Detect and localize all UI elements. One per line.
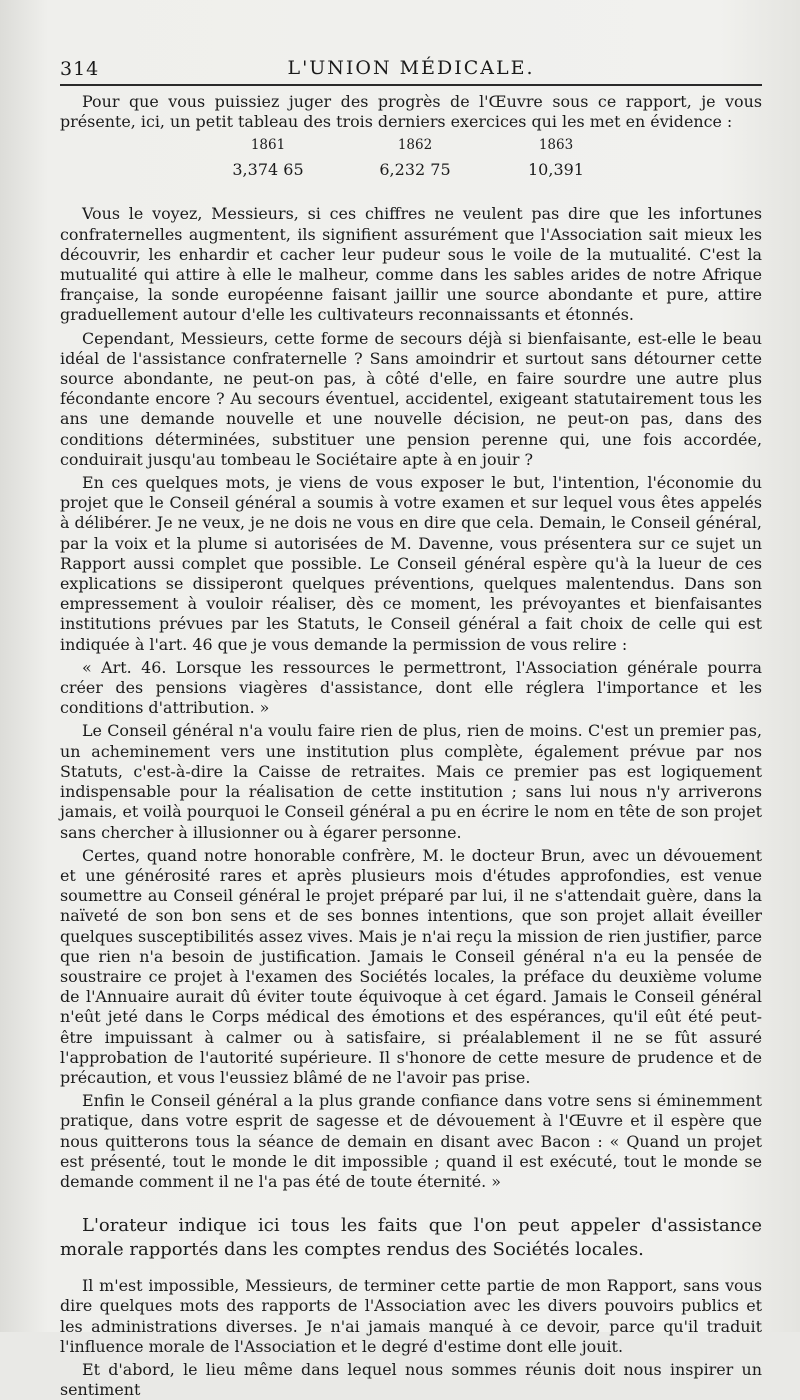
page-number: 314 bbox=[60, 58, 100, 80]
quoted-article: « Art. 46. Lorsque les ressources le permettront, l'Association générale pourra créer des pensions viagères d'assistance, dont elle réglera l'importance et les conditions d'attribution. » bbox=[60, 657, 762, 718]
stat-1861 bbox=[218, 136, 318, 184]
paragraph: Et d'abord, le lieu même dans lequel nous sommes réunis doit nous inspirer un sentiment bbox=[60, 1359, 762, 1400]
paragraph: Le Conseil général n'a voulu faire rien de plus, rien de moins. C'est un premier pas, un acheminement vers une institution plus complète, également prévue par nos Statuts, c'est-à-dire la Caisse de retraites. Mais ce premier pas est logiquement indispensable pour la réalisation de cette institution ; sans lui nous n'y arriverons jamais, et voilà pourquoi le Conseil général a pu en écrire le nom en tête de son projet sans chercher à illusionner ou à égarer personne. bbox=[60, 721, 762, 842]
paragraph: En ces quelques mots, je viens de vous exposer le but, l'intention, l'économie du projet que le Conseil général a soumis à votre examen et sur lequel vous êtes appelés à délibérer. Je ne veux, je ne dois ne vous en dire que cela. Demain, le Conseil général, par la voix et la plume si autorisées de M. Davenne, vous présentera sur ce sujet un Rapport aussi complet que possible. Le Conseil général espère qu'à la lueur de ces explications se dissiperont quelques préventions, quelques malentendus. Dans son empressement à vouloir réaliser, dès ce moment, les prévoyantes et bienfaisantes institutions prévues par les Statuts, le Conseil général a fait choix de celle qui est indiquée à l'art. 46 que je vous demande la permission de vous relire : bbox=[60, 473, 762, 654]
paragraph: Certes, quand notre honorable confrère, M. le docteur Brun, avec un dévouement et une générosité rares et après plusieurs mois d'études approfondies, est venue soumettre au Conseil général le projet préparé par lui, il ne s'attendait guère, dans la naïveté de son bon sens et de ses bonnes intentions, que son projet allait éveiller quelques susceptibilités assez vives. Mais je n'ai reçu la mission de rien justifier, parce que rien n'a besoin de justification. Jamais le Conseil général n'a eu la pensée de soustraire ce projet à l'examen des Sociétés locales, la préface du deuxième volume de l'Annuaire aurait dû éviter toute équivoque à cet égard. Jamais le Conseil général n'eût jeté dans le Corps médical des émotions et des espérances, qu'il eût été peut-être impuissant à calmer ou à satisfaire, si préalablement il ne se fût assuré l'approbation de l'autorité supérieure. Il s'honore de cette mesure de prudence et de précaution, et vous l'eussiez blâmé de ne l'avoir pas prise. bbox=[60, 845, 762, 1087]
stat-year: 1861 bbox=[250, 137, 286, 154]
paragraph: Enfin le Conseil général a la plus grande confiance dans votre sens si éminemment pratique, dans votre esprit de sagesse et de dévouement à l'Œuvre et il espère que nous quitterons tous la séance de demain en disant avec Bacon : « Quand un projet est présenté, tout le monde le dit impossible ; quand il est exécuté, tout le monde se demande comment il ne l'a pas été de toute éternité. » bbox=[60, 1091, 762, 1191]
body-text bbox=[60, 92, 762, 1400]
stat-value: 10,391 bbox=[528, 160, 584, 180]
stat-1863 bbox=[506, 136, 606, 184]
yearly-stats-table bbox=[60, 136, 762, 198]
stat-1862 bbox=[360, 136, 470, 184]
narration-note: L'orateur indique ici tous les faits que l'on peut appeler d'assistance morale rapportés dans les comptes rendus des Sociétés locales. bbox=[60, 1215, 762, 1261]
stat-value: 3,374 65 bbox=[232, 160, 304, 180]
stat-value: 6,232 75 bbox=[379, 160, 451, 180]
journal-title: L'UNION MÉDICALE. bbox=[287, 57, 535, 79]
running-head bbox=[60, 40, 762, 86]
paragraph: Cependant, Messieurs, cette forme de secours déjà si bienfaisante, est-elle le beau idéal de l'assistance confraternelle ? Sans amoindrir et surtout sans détourner cette source abondante, ne peut-on pas, à côté d'elle, en faire sourdre une autre plus fécondante encore ? Au secours éventuel, accidentel, exigeant statutairement tous les ans une demande nouvelle et une nouvelle décision, ne peut-on pas, dans des conditions déterminées, substituer une pension perenne qui, une fois accordée, conduirait jusqu'au tombeau le Sociétaire apte à en jouir ? bbox=[60, 328, 762, 469]
stat-year: 1863 bbox=[538, 137, 574, 154]
paragraph: Vous le voyez, Messieurs, si ces chiffres ne veulent pas dire que les infortunes confraternelles augmentent, ils signifient assurément que l'Association sait mieux les découvrir, les enhardir et cacher leur pudeur sous le voile de la mutualité. C'est la mutualité qui attire à elle le malheur, comme dans les sables arides de notre Afrique française, la sonde européenne faisant jaillir une source abondante et pure, attire graduellement autour d'elle les cultivateurs reconnaissants et étonnés. bbox=[60, 204, 762, 325]
paragraph: Il m'est impossible, Messieurs, de terminer cette partie de mon Rapport, sans vous dire quelques mots des rapports de l'Association avec les divers pouvoirs publics et les administrations diverses. Je n'ai jamais manqué à ce devoir, parce qu'il traduit l'influence morale de l'Association et le degré d'estime dont elle jouit. bbox=[60, 1276, 762, 1356]
intro-paragraph: Pour que vous puissiez juger des progrès de l'Œuvre sous ce rapport, je vous présente, ici, un petit tableau des trois derniers exercices qui les met en évidence : bbox=[60, 92, 762, 132]
stat-year: 1862 bbox=[397, 137, 433, 154]
